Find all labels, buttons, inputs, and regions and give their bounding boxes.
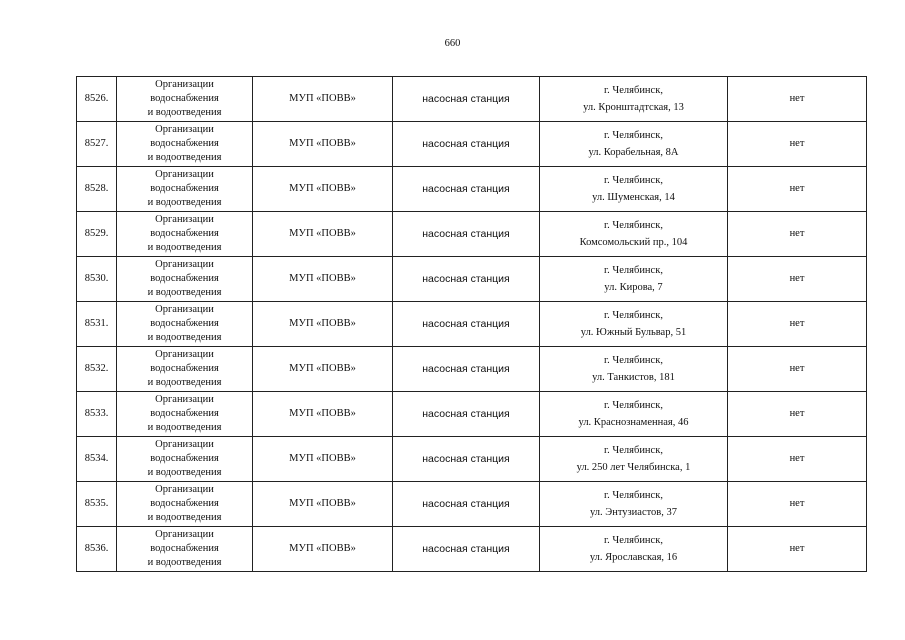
address-cell <box>540 527 728 572</box>
address-street: ул. Шуменская, 14 <box>592 192 675 203</box>
organization-name-cell <box>253 347 393 392</box>
row-number: 8528. <box>84 183 109 194</box>
organization-type-line: водоснабжения <box>150 318 219 329</box>
row-number-cell <box>77 77 117 122</box>
object-type: насосная станция <box>422 543 510 555</box>
organization-type-line: и водоотведения <box>147 152 222 163</box>
organization-type-cell <box>117 527 253 572</box>
organization-type-line: и водоотведения <box>147 197 222 208</box>
row-number: 8529. <box>84 228 109 239</box>
row-number: 8535. <box>84 498 109 509</box>
table-row <box>77 167 867 212</box>
status-cell <box>728 212 867 257</box>
address-city: г. Челябинск, <box>604 85 663 96</box>
address-street: ул. Кронштадтская, 13 <box>583 102 684 113</box>
registry-table <box>76 76 867 572</box>
status-value: нет <box>789 318 805 329</box>
organization-name-cell <box>253 437 393 482</box>
status-cell <box>728 437 867 482</box>
object-type: насосная станция <box>422 318 510 330</box>
status-cell <box>728 122 867 167</box>
address-street: ул. Корабельная, 8А <box>588 147 679 158</box>
row-number-cell <box>77 212 117 257</box>
status-cell <box>728 167 867 212</box>
address-cell <box>540 77 728 122</box>
organization-type-line: водоснабжения <box>150 93 219 104</box>
organization-type-line: и водоотведения <box>147 557 222 568</box>
organization-type-line: и водоотведения <box>147 242 222 253</box>
object-type: насосная станция <box>422 93 510 105</box>
organization-name: МУП «ПОВВ» <box>289 408 356 419</box>
row-number: 8526. <box>84 93 109 104</box>
address-city: г. Челябинск, <box>604 130 663 141</box>
address-cell <box>540 437 728 482</box>
organization-type-line: и водоотведения <box>147 467 222 478</box>
object-type: насосная станция <box>422 183 510 195</box>
row-number: 8533. <box>84 408 109 419</box>
organization-name: МУП «ПОВВ» <box>289 93 356 104</box>
address-cell <box>540 257 728 302</box>
status-value: нет <box>789 408 805 419</box>
organization-type-cell <box>117 257 253 302</box>
address-street: ул. Ярославская, 16 <box>589 552 678 563</box>
organization-type-cell <box>117 167 253 212</box>
object-type-cell <box>393 392 540 437</box>
address-street: ул. Южный Бульвар, 51 <box>580 327 687 338</box>
address-street: ул. Энтузиастов, 37 <box>589 507 678 518</box>
object-type: насосная станция <box>422 138 510 150</box>
organization-type-cell <box>117 347 253 392</box>
organization-type-line: Организации <box>155 214 214 225</box>
row-number-cell <box>77 527 117 572</box>
row-number-cell <box>77 347 117 392</box>
organization-type-line: водоснабжения <box>150 273 219 284</box>
address-street: ул. Краснознаменная, 46 <box>578 417 689 428</box>
status-value: нет <box>789 183 805 194</box>
organization-type-line: водоснабжения <box>150 228 219 239</box>
organization-type-line: Организации <box>155 304 214 315</box>
row-number-cell <box>77 392 117 437</box>
table-row <box>77 527 867 572</box>
address-cell <box>540 302 728 347</box>
organization-type-line: Организации <box>155 349 214 360</box>
status-cell <box>728 302 867 347</box>
object-type-cell <box>393 167 540 212</box>
organization-type-line: Организации <box>155 439 214 450</box>
address-street: Комсомольский пр., 104 <box>579 237 688 248</box>
organization-type-cell <box>117 437 253 482</box>
address-cell <box>540 347 728 392</box>
row-number-cell <box>77 302 117 347</box>
organization-type-line: Организации <box>155 79 214 90</box>
status-cell <box>728 77 867 122</box>
object-type-cell <box>393 212 540 257</box>
row-number-cell <box>77 437 117 482</box>
status-value: нет <box>789 363 805 374</box>
object-type-cell <box>393 527 540 572</box>
organization-type-line: водоснабжения <box>150 453 219 464</box>
organization-name-cell <box>253 212 393 257</box>
object-type-cell <box>393 302 540 347</box>
row-number: 8531. <box>84 318 109 329</box>
page-number: 660 <box>444 38 461 49</box>
status-value: нет <box>789 273 805 284</box>
object-type-cell <box>393 257 540 302</box>
address-city: г. Челябинск, <box>604 310 663 321</box>
row-number: 8534. <box>84 453 109 464</box>
organization-name: МУП «ПОВВ» <box>289 498 356 509</box>
organization-type-cell <box>117 482 253 527</box>
organization-type-cell <box>117 392 253 437</box>
organization-name-cell <box>253 122 393 167</box>
organization-name-cell <box>253 482 393 527</box>
row-number-cell <box>77 122 117 167</box>
organization-name-cell <box>253 257 393 302</box>
organization-type-line: водоснабжения <box>150 138 219 149</box>
object-type-cell <box>393 347 540 392</box>
organization-type-line: и водоотведения <box>147 287 222 298</box>
organization-name: МУП «ПОВВ» <box>289 543 356 554</box>
table-row <box>77 482 867 527</box>
organization-name: МУП «ПОВВ» <box>289 228 356 239</box>
row-number: 8536. <box>84 543 109 554</box>
status-cell <box>728 257 867 302</box>
status-value: нет <box>789 453 805 464</box>
table-row <box>77 392 867 437</box>
organization-type-line: и водоотведения <box>147 512 222 523</box>
organization-name-cell <box>253 527 393 572</box>
organization-type-line: Организации <box>155 124 214 135</box>
organization-type-line: Организации <box>155 484 214 495</box>
object-type: насосная станция <box>422 228 510 240</box>
status-value: нет <box>789 543 805 554</box>
registry-table-body <box>77 77 867 572</box>
address-city: г. Челябинск, <box>604 535 663 546</box>
table-row <box>77 122 867 167</box>
address-street: ул. 250 лет Челябинска, 1 <box>576 462 691 473</box>
address-cell <box>540 122 728 167</box>
row-number: 8530. <box>84 273 109 284</box>
status-cell <box>728 347 867 392</box>
object-type-cell <box>393 77 540 122</box>
organization-type-line: водоснабжения <box>150 498 219 509</box>
organization-type-line: и водоотведения <box>147 422 222 433</box>
status-value: нет <box>789 138 805 149</box>
address-city: г. Челябинск, <box>604 265 663 276</box>
address-cell <box>540 482 728 527</box>
organization-type-line: и водоотведения <box>147 332 222 343</box>
object-type: насосная станция <box>422 363 510 375</box>
row-number-cell <box>77 482 117 527</box>
table-row <box>77 77 867 122</box>
organization-type-line: и водоотведения <box>147 377 222 388</box>
organization-type-line: водоснабжения <box>150 543 219 554</box>
organization-type-line: водоснабжения <box>150 183 219 194</box>
status-cell <box>728 392 867 437</box>
object-type-cell <box>393 122 540 167</box>
status-value: нет <box>789 498 805 509</box>
organization-type-cell <box>117 122 253 167</box>
table-row <box>77 437 867 482</box>
organization-name: МУП «ПОВВ» <box>289 453 356 464</box>
address-city: г. Челябинск, <box>604 220 663 231</box>
address-city: г. Челябинск, <box>604 400 663 411</box>
table-row <box>77 212 867 257</box>
organization-type-line: водоснабжения <box>150 408 219 419</box>
organization-name: МУП «ПОВВ» <box>289 183 356 194</box>
organization-type-line: Организации <box>155 529 214 540</box>
address-street: ул. Танкистов, 181 <box>592 372 675 383</box>
address-cell <box>540 167 728 212</box>
organization-type-cell <box>117 77 253 122</box>
organization-name-cell <box>253 77 393 122</box>
table-row <box>77 257 867 302</box>
status-cell <box>728 482 867 527</box>
organization-name: МУП «ПОВВ» <box>289 363 356 374</box>
address-cell <box>540 212 728 257</box>
address-city: г. Челябинск, <box>604 490 663 501</box>
row-number: 8532. <box>84 363 109 374</box>
address-city: г. Челябинск, <box>604 355 663 366</box>
object-type: насосная станция <box>422 273 510 285</box>
object-type: насосная станция <box>422 498 510 510</box>
organization-type-line: Организации <box>155 169 214 180</box>
object-type-cell <box>393 482 540 527</box>
address-cell <box>540 392 728 437</box>
organization-name: МУП «ПОВВ» <box>289 273 356 284</box>
object-type: насосная станция <box>422 453 510 465</box>
table-row <box>77 302 867 347</box>
organization-type-line: и водоотведения <box>147 107 222 118</box>
organization-type-line: Организации <box>155 259 214 270</box>
address-city: г. Челябинск, <box>604 445 663 456</box>
object-type-cell <box>393 437 540 482</box>
organization-name-cell <box>253 392 393 437</box>
organization-type-line: Организации <box>155 394 214 405</box>
organization-type-cell <box>117 212 253 257</box>
status-value: нет <box>789 93 805 104</box>
organization-name-cell <box>253 302 393 347</box>
table-row <box>77 347 867 392</box>
status-cell <box>728 527 867 572</box>
organization-name: МУП «ПОВВ» <box>289 138 356 149</box>
organization-name: МУП «ПОВВ» <box>289 318 356 329</box>
organization-name-cell <box>253 167 393 212</box>
object-type: насосная станция <box>422 408 510 420</box>
organization-type-line: водоснабжения <box>150 363 219 374</box>
row-number-cell <box>77 257 117 302</box>
status-value: нет <box>789 228 805 239</box>
address-street: ул. Кирова, 7 <box>604 282 663 293</box>
address-city: г. Челябинск, <box>604 175 663 186</box>
row-number-cell <box>77 167 117 212</box>
row-number: 8527. <box>84 138 109 149</box>
organization-type-cell <box>117 302 253 347</box>
